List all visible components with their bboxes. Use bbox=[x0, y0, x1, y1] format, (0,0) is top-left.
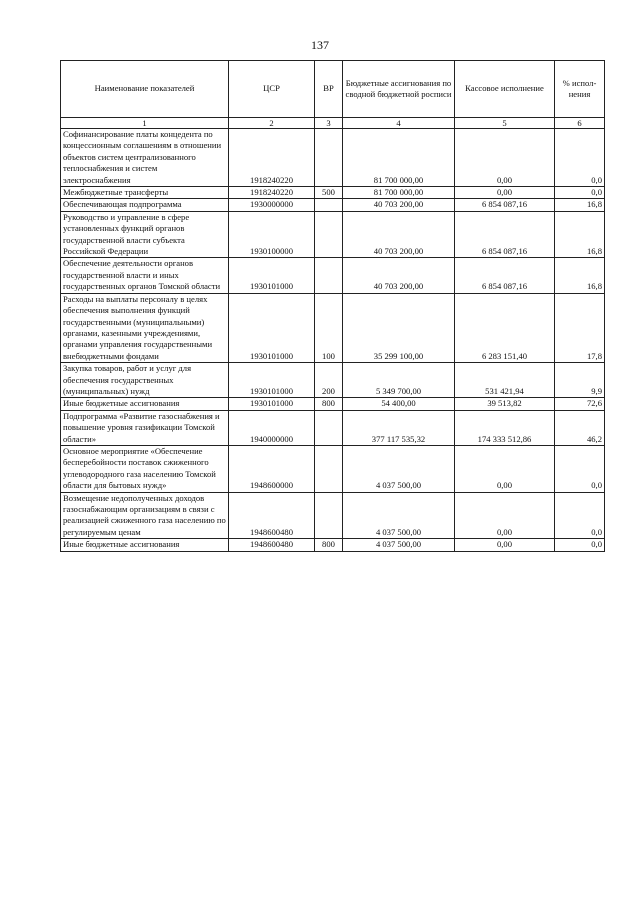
column-number: 4 bbox=[343, 118, 455, 129]
table-row bbox=[61, 187, 605, 199]
cell-percent: 0,0 bbox=[555, 445, 605, 492]
cell-name: Расходы на выплаты персоналу в целях обеспечения выполнения функций государственными (муниципальными) органами, казенными учреждениями, органами управления государственными внебюджетными фондами bbox=[61, 293, 229, 362]
cell-vr bbox=[315, 410, 343, 445]
cell-name: Закупка товаров, работ и услуг для обеспечения государственных (муниципальных) нужд bbox=[61, 363, 229, 398]
cell-csr: 1948600480 bbox=[229, 539, 315, 551]
table-row bbox=[61, 199, 605, 211]
cell-amount: 40 703 200,00 bbox=[343, 211, 455, 258]
cell-amount: 4 037 500,00 bbox=[343, 445, 455, 492]
cell-csr: 1930101000 bbox=[229, 258, 315, 293]
cell-name: Софинансирование платы концедента по концессионным соглашениям в отношении объектов систем централизованного теплоснабжения и систем электроснабжения bbox=[61, 129, 229, 187]
cell-amount: 4 037 500,00 bbox=[343, 492, 455, 539]
cell-percent: 72,6 bbox=[555, 398, 605, 410]
header-row bbox=[61, 61, 605, 118]
column-header-name: Наименование показателей bbox=[61, 61, 229, 118]
column-header-csr: ЦСР bbox=[229, 61, 315, 118]
table-row bbox=[61, 410, 605, 445]
cell-percent: 16,8 bbox=[555, 258, 605, 293]
cell-percent: 0,0 bbox=[555, 129, 605, 187]
cell-csr: 1930101000 bbox=[229, 293, 315, 362]
table-row bbox=[61, 445, 605, 492]
cell-csr: 1930101000 bbox=[229, 398, 315, 410]
cell-vr bbox=[315, 258, 343, 293]
cell-csr: 1918240220 bbox=[229, 129, 315, 187]
table-row bbox=[61, 539, 605, 551]
cell-name: Основное мероприятие «Обеспечение бесперебойности поставок сжиженного углеводородного газа населению Томской области для бытовых нужд» bbox=[61, 445, 229, 492]
table-row bbox=[61, 492, 605, 539]
cell-csr: 1948600000 bbox=[229, 445, 315, 492]
cell-execution: 0,00 bbox=[455, 187, 555, 199]
budget-table bbox=[60, 60, 605, 552]
cell-percent: 9,9 bbox=[555, 363, 605, 398]
page-number: 137 bbox=[311, 38, 329, 52]
cell-amount: 35 299 100,00 bbox=[343, 293, 455, 362]
cell-amount: 40 703 200,00 bbox=[343, 258, 455, 293]
cell-percent: 16,8 bbox=[555, 211, 605, 258]
cell-name: Межбюджетные трансферты bbox=[61, 187, 229, 199]
column-number: 3 bbox=[315, 118, 343, 129]
cell-csr: 1940000000 bbox=[229, 410, 315, 445]
cell-name: Руководство и управление в сфере установленных функций органов государственной власти субъекта Российской Федерации bbox=[61, 211, 229, 258]
cell-amount: 81 700 000,00 bbox=[343, 187, 455, 199]
table-row bbox=[61, 211, 605, 258]
cell-csr: 1930101000 bbox=[229, 363, 315, 398]
cell-name: Обеспечивающая подпрограмма bbox=[61, 199, 229, 211]
cell-execution: 0,00 bbox=[455, 539, 555, 551]
cell-csr: 1948600480 bbox=[229, 492, 315, 539]
cell-amount: 4 037 500,00 bbox=[343, 539, 455, 551]
cell-amount: 54 400,00 bbox=[343, 398, 455, 410]
column-number: 2 bbox=[229, 118, 315, 129]
cell-execution: 6 854 087,16 bbox=[455, 211, 555, 258]
cell-execution: 0,00 bbox=[455, 129, 555, 187]
cell-vr bbox=[315, 199, 343, 211]
cell-percent: 0,0 bbox=[555, 539, 605, 551]
cell-name: Иные бюджетные ассигнования bbox=[61, 398, 229, 410]
column-header-execution: Кассовое исполнение bbox=[455, 61, 555, 118]
cell-name: Обеспечение деятельности органов государственной власти и иных государственных органов Томской области bbox=[61, 258, 229, 293]
column-number-row bbox=[61, 118, 605, 129]
cell-amount: 40 703 200,00 bbox=[343, 199, 455, 211]
cell-amount: 5 349 700,00 bbox=[343, 363, 455, 398]
table-row bbox=[61, 293, 605, 362]
cell-execution: 6 854 087,16 bbox=[455, 199, 555, 211]
cell-name: Возмещение недополученных доходов газоснабжающим организациям в связи с реализацией сжиженного газа населению по регулируемым ценам bbox=[61, 492, 229, 539]
cell-name: Подпрограмма «Развитие газоснабжения и повышение уровня газификации Томской области» bbox=[61, 410, 229, 445]
column-header-vr: ВР bbox=[315, 61, 343, 118]
cell-percent: 0,0 bbox=[555, 492, 605, 539]
table-row bbox=[61, 398, 605, 410]
table-row bbox=[61, 258, 605, 293]
cell-percent: 16,8 bbox=[555, 199, 605, 211]
cell-execution: 6 283 151,40 bbox=[455, 293, 555, 362]
cell-csr: 1930100000 bbox=[229, 211, 315, 258]
column-number: 5 bbox=[455, 118, 555, 129]
table-row bbox=[61, 129, 605, 187]
cell-vr: 800 bbox=[315, 539, 343, 551]
cell-vr: 500 bbox=[315, 187, 343, 199]
table-body bbox=[61, 129, 605, 552]
cell-amount: 81 700 000,00 bbox=[343, 129, 455, 187]
cell-vr: 800 bbox=[315, 398, 343, 410]
cell-percent: 46,2 bbox=[555, 410, 605, 445]
column-number: 6 bbox=[555, 118, 605, 129]
cell-amount: 377 117 535,32 bbox=[343, 410, 455, 445]
cell-csr: 1918240220 bbox=[229, 187, 315, 199]
cell-percent: 17,8 bbox=[555, 293, 605, 362]
column-header-percent: % испол-нения bbox=[555, 61, 605, 118]
cell-execution: 6 854 087,16 bbox=[455, 258, 555, 293]
cell-vr bbox=[315, 445, 343, 492]
cell-execution: 0,00 bbox=[455, 492, 555, 539]
table-row bbox=[61, 363, 605, 398]
cell-execution: 174 333 512,86 bbox=[455, 410, 555, 445]
cell-csr: 1930000000 bbox=[229, 199, 315, 211]
column-number: 1 bbox=[61, 118, 229, 129]
cell-vr bbox=[315, 211, 343, 258]
cell-name: Иные бюджетные ассигнования bbox=[61, 539, 229, 551]
column-header-amount: Бюджетные ассигнования по сводной бюджетной росписи bbox=[343, 61, 455, 118]
cell-vr bbox=[315, 492, 343, 539]
cell-vr: 200 bbox=[315, 363, 343, 398]
cell-execution: 0,00 bbox=[455, 445, 555, 492]
cell-execution: 531 421,94 bbox=[455, 363, 555, 398]
cell-percent: 0,0 bbox=[555, 187, 605, 199]
cell-vr: 100 bbox=[315, 293, 343, 362]
cell-execution: 39 513,82 bbox=[455, 398, 555, 410]
cell-vr bbox=[315, 129, 343, 187]
